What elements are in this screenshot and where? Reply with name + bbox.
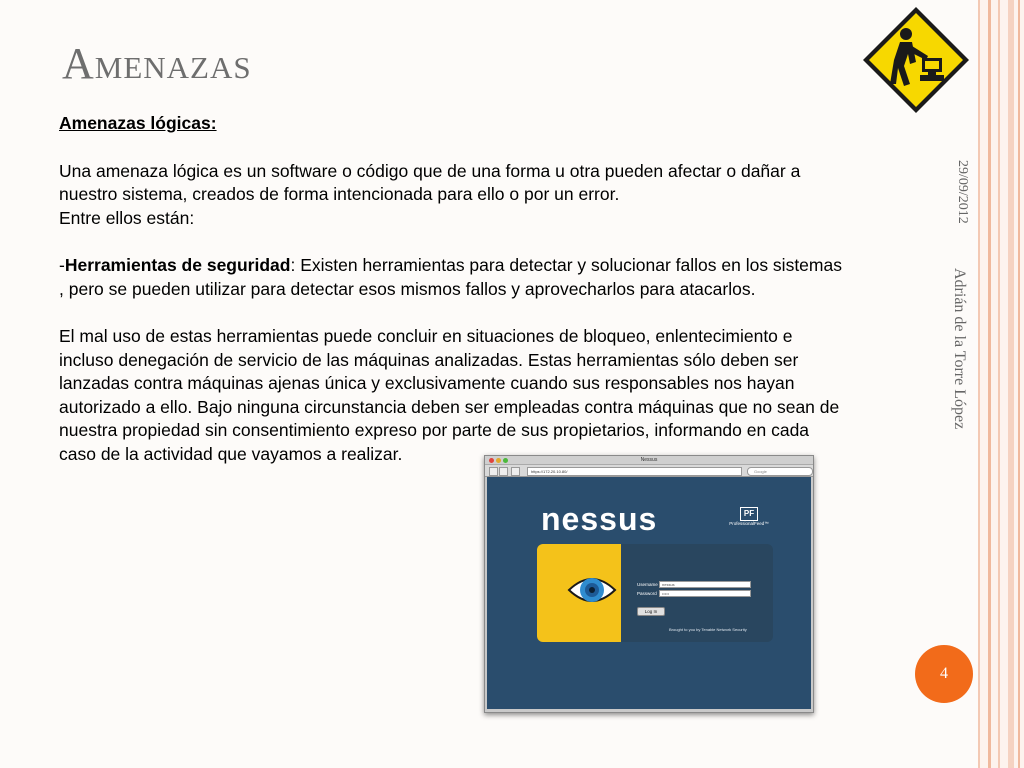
paragraph-line: caso de la actividad que vayamos a realizar. <box>59 443 403 464</box>
paragraph-line: autorizado a ello. Bajo ninguna circunstancia deben ser empleadas contra máquinas que no sean de <box>59 396 840 417</box>
paragraph-line: , pero se pueden utilizar para detectar esos mismos fallos y aprovecharlos para atacarlos. <box>59 278 756 299</box>
paragraph-line: nuestra propiedad sin consentimiento expreso por parte de sus propietarios, informando en cada <box>59 420 810 440</box>
nessus-page <box>487 477 811 709</box>
bullet-line <box>59 254 949 278</box>
decorative-stripes <box>978 0 1024 768</box>
eye-icon <box>567 570 617 610</box>
stripe <box>1018 0 1020 768</box>
add-tab-icon <box>511 467 520 476</box>
nessus-logo: nessus <box>541 501 658 537</box>
professional-feed-badge <box>724 507 774 539</box>
paragraph-line: Entre ellos están: <box>59 207 195 228</box>
browser-toolbar <box>485 465 813 477</box>
stripe <box>998 0 1000 768</box>
paragraph-line: lanzadas contra máquinas ajenas única y exclusivamente cuando sus responsables nos hayan <box>59 373 795 393</box>
nessus-screenshot <box>484 455 814 713</box>
password-label: Password <box>637 591 657 596</box>
login-button: Log In <box>637 607 665 616</box>
page-number-badge: 4 <box>915 645 973 703</box>
paragraph-line: Una amenaza lógica es un software o código que de una forma u otra pueden afectar o dañar a <box>59 160 801 181</box>
back-icon <box>489 467 498 476</box>
slide-body <box>59 112 949 466</box>
username-label: Username <box>637 582 658 587</box>
pf-badge: PF <box>740 507 758 521</box>
bullet-term: Herramientas de seguridad <box>64 255 291 275</box>
slide-title: Amenazas <box>62 39 252 88</box>
window-titlebar <box>485 456 813 465</box>
stripe <box>978 0 980 768</box>
paragraph-line: incluso denegación de servicio de las máquinas analizadas. Estas herramientas sólo deben ser <box>59 349 799 370</box>
pf-label: ProfessionalFeed™ <box>729 521 769 526</box>
paragraph-line: El mal uso de estas herramientas puede concluir en situaciones de bloqueo, enlentecimiento e <box>59 326 793 346</box>
google-search: Google <box>747 467 813 476</box>
password-input: ••••• <box>659 590 751 597</box>
paragraph-line: nuestro sistema, creados de forma intencionada para ello o por un error. <box>59 184 620 204</box>
slide-author: Adrián de la Torre López <box>951 268 968 430</box>
stripe <box>1008 0 1014 768</box>
bullet-text: : Existen herramientas para detectar y solucionar fallos en los sistemas <box>290 255 842 275</box>
url-bar: https://172.20.10.80/ <box>527 467 742 476</box>
stripe <box>988 0 991 768</box>
username-input: nessus <box>659 581 751 588</box>
worker-warning-sign-icon <box>860 4 972 116</box>
bullet-dash: - <box>59 255 65 275</box>
forward-icon <box>499 467 508 476</box>
window-title: Nessus <box>640 457 658 463</box>
section-heading: Amenazas lógicas: <box>59 113 217 133</box>
brought-by-text: Brought to you by Tenable Network Security <box>669 627 747 632</box>
slide-date: 29/09/2012 <box>955 160 970 224</box>
